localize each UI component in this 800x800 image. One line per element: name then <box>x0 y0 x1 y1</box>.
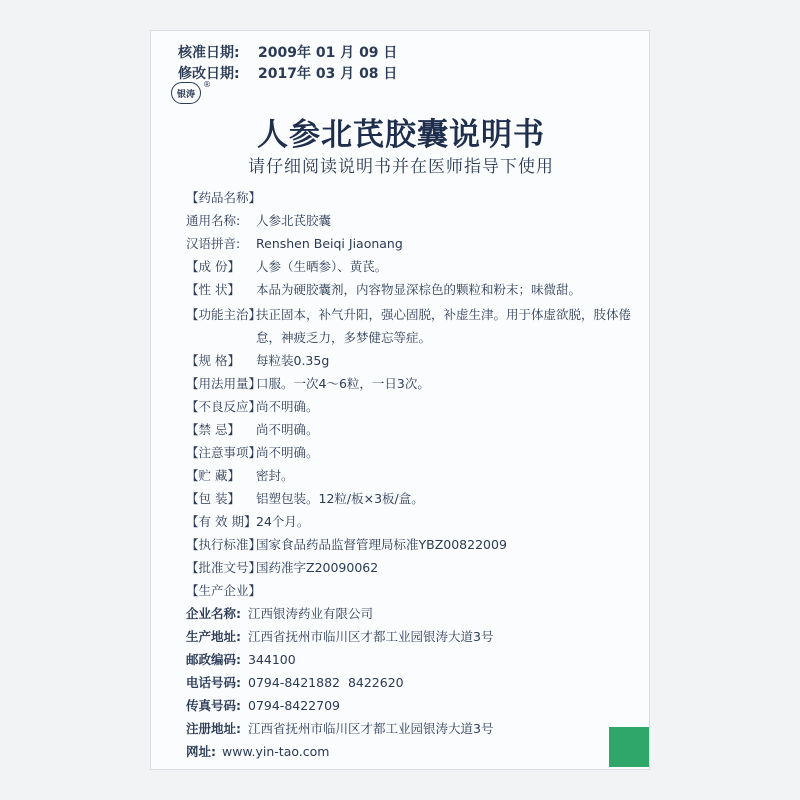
adverse-row <box>186 398 319 416</box>
generic-name-row <box>186 212 331 230</box>
standard-value: 国家食品药品监督管理局标准YBZ00822009 <box>256 537 507 552</box>
storage-value: 密封。 <box>256 468 294 483</box>
document-subtitle: 请仔细阅读说明书并在医师指导下使用 <box>248 157 554 177</box>
leaflet-sheet <box>150 30 650 770</box>
approve-date-label: 核准日期: <box>178 45 240 61</box>
document-title: 人参北芪胶囊说明书 <box>257 117 545 153</box>
reg-address-row <box>186 720 493 738</box>
reg-address-value: 江西省抚州市临川区才都工业园银涛大道3号 <box>248 721 494 736</box>
indication-value: 扶正固本，补气升阳，强心固脱，补虚生津。用于体虚欲脱，肢体倦怠，神疲乏力，多梦健忘等症。 <box>256 307 632 345</box>
appearance-row <box>186 281 581 299</box>
company-name-value: 江西银涛药业有限公司 <box>248 606 374 621</box>
phone-label: 电话号码: <box>186 675 241 690</box>
website-value: www.yin-tao.com <box>222 744 330 759</box>
website-label: 网址: <box>186 744 216 759</box>
generic-name-label: 通用名称: <box>186 213 241 228</box>
ingredients-label: 【成 份】 <box>186 259 240 274</box>
adverse-label: 【不良反应】 <box>186 399 262 414</box>
registered-mark-icon: ® <box>203 80 211 89</box>
date-block <box>178 43 397 85</box>
spec-value: 每粒装0.35g <box>256 353 330 368</box>
ingredients-row <box>186 258 387 276</box>
green-color-patch <box>609 727 649 767</box>
package-row <box>186 490 424 508</box>
pinyin-row <box>186 235 403 253</box>
brand-logo: 银涛 <box>171 82 201 104</box>
spec-label: 【规 格】 <box>186 353 240 368</box>
approval-label: 【批准文号】 <box>186 560 262 575</box>
pinyin-value: Renshen Beiqi Jiaonang <box>256 236 403 251</box>
fax-row <box>186 697 340 715</box>
company-address-label: 生产地址: <box>186 629 241 644</box>
contra-row <box>186 421 319 439</box>
company-name-row <box>186 605 373 623</box>
adverse-value: 尚不明确。 <box>256 399 319 414</box>
standard-row <box>186 536 507 554</box>
storage-row <box>186 467 294 485</box>
company-address-row <box>186 628 493 646</box>
zip-value: 344100 <box>248 652 296 667</box>
standard-label: 【执行标准】 <box>186 537 262 552</box>
caution-label: 【注意事项】 <box>186 445 262 460</box>
fax-label: 传真号码: <box>186 698 241 713</box>
indication-row <box>186 303 636 345</box>
revise-date-value: 2017年 03 月 08 日 <box>258 66 398 82</box>
approval-row <box>186 559 378 577</box>
reg-address-label: 注册地址: <box>186 721 241 736</box>
phone-row <box>186 674 404 692</box>
caution-value: 尚不明确。 <box>256 445 319 460</box>
package-value: 铝塑包装。12粒/板×3板/盒。 <box>256 491 424 506</box>
approve-date-row <box>178 43 397 64</box>
fax-value: 0794-8422709 <box>248 698 340 713</box>
storage-label: 【贮 藏】 <box>186 468 240 483</box>
usage-row <box>186 375 430 393</box>
spec-row <box>186 352 329 370</box>
zip-label: 邮政编码: <box>186 652 241 667</box>
contra-label: 【禁 忌】 <box>186 422 240 437</box>
revise-date-label: 修改日期: <box>178 66 240 82</box>
phone-value: 0794-8421882 8422620 <box>248 675 404 690</box>
appearance-value: 本品为硬胶囊剂，内容物显深棕色的颗粒和粉末；味微甜。 <box>256 282 582 297</box>
generic-name-value: 人参北芪胶囊 <box>256 213 332 228</box>
validity-row <box>186 513 309 531</box>
pinyin-label: 汉语拼音: <box>186 236 241 251</box>
validity-value: 24个月。 <box>256 514 310 529</box>
company-name-label: 企业名称: <box>186 606 241 621</box>
approve-date-value: 2009年 01 月 09 日 <box>258 45 398 61</box>
caution-row <box>186 444 319 462</box>
usage-value: 口服。一次4～6粒，一日3次。 <box>256 376 430 391</box>
usage-label: 【用法用量】 <box>186 376 262 391</box>
validity-label: 【有 效 期】 <box>186 514 257 529</box>
website-row <box>186 743 329 761</box>
contra-value: 尚不明确。 <box>256 422 319 437</box>
appearance-label: 【性 状】 <box>186 282 240 297</box>
company-address-value: 江西省抚州市临川区才都工业园银涛大道3号 <box>248 629 494 644</box>
drug-name-header: 【药品名称】 <box>186 190 262 205</box>
zip-row <box>186 651 296 669</box>
ingredients-value: 人参（生晒参）、黄芪。 <box>256 259 388 274</box>
indication-label: 【功能主治】 <box>186 307 262 322</box>
package-label: 【包 装】 <box>186 491 240 506</box>
maker-header: 【生产企业】 <box>186 583 262 598</box>
approval-value: 国药准字Z20090062 <box>256 560 379 575</box>
